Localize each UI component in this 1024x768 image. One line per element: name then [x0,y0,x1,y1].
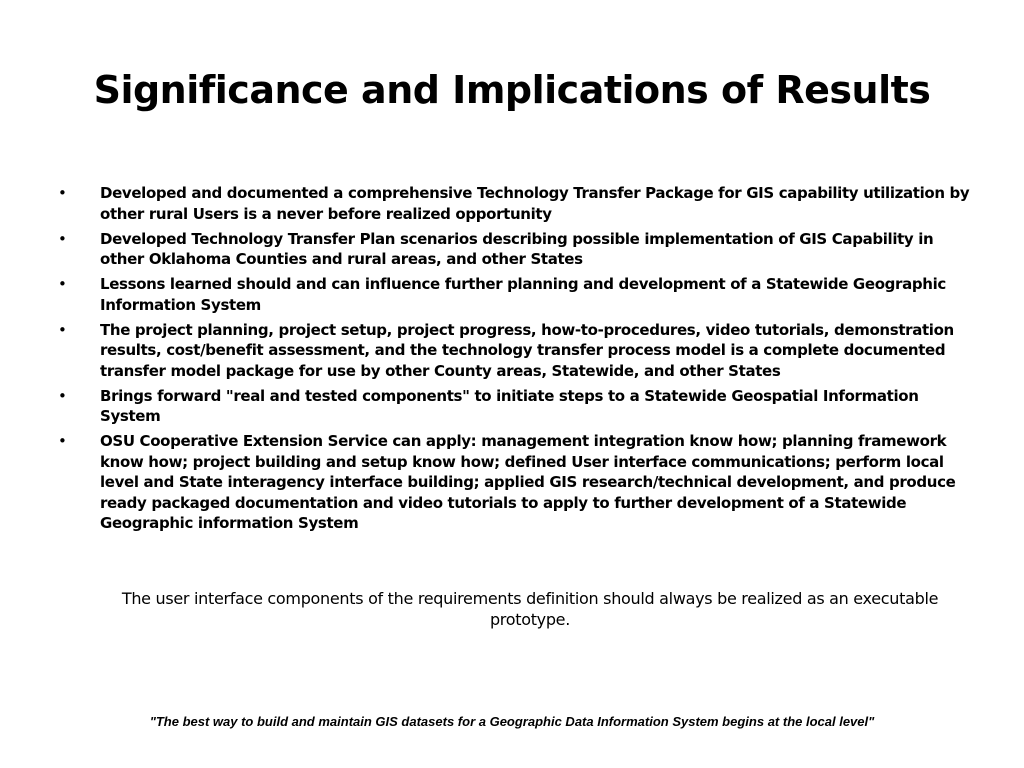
bullet-text: Brings forward "real and tested components" to initiate steps to a Statewide Geospatial Information System [100,386,919,425]
bullet-text: Developed and documented a comprehensive Technology Transfer Package for GIS capability utilization by other rural Users is a never before realized opportunity [100,184,970,223]
bullet-item [58,229,972,270]
bullet-point-icon: • [58,386,67,405]
footer-quote: "The best way to build and maintain GIS datasets for a Geographic Data Information System begins at the local level" [149,714,875,729]
bullet-point-icon: • [58,275,67,293]
bullet-list [58,183,972,538]
bullet-point-icon: • [58,184,67,202]
bullet-item [58,320,972,382]
bullet-item [58,183,972,224]
bullet-point-icon: • [58,432,67,450]
bullet-item [58,386,972,427]
bullet-point-icon: • [58,229,67,248]
bullet-point-icon: • [58,320,67,339]
prototype-note: The user interface components of the requirements definition should always be realized as an executable prototype. [121,589,939,629]
bullet-text: Developed Technology Transfer Plan scenarios describing possible implementation of GIS Capability in other Oklahoma Counties and rural areas, and other States [100,229,934,268]
bullet-text: OSU Cooperative Extension Service can apply: management integration know how; planning framework know how; project building and setup know how; defined User interface communications; perform local level and State interagency interface building; applied GIS research/technical development, and produce ready packaged documentation and video tutorials to apply to further development of a Statewide Geographic information System [100,432,956,532]
slide-title: Significance and Implications of Results [93,68,931,112]
bullet-text: Lessons learned should and can influence further planning and development of a Statewide Geographic Information System [100,275,946,314]
bullet-text: The project planning, project setup, project progress, how-to-procedures, video tutorials, demonstration results, cost/benefit assessment, and the technology transfer process model is a complete documented transfer model package for use by other County areas, Statewide, and other States [100,320,954,380]
bullet-item [58,274,972,315]
bullet-item [58,431,972,534]
